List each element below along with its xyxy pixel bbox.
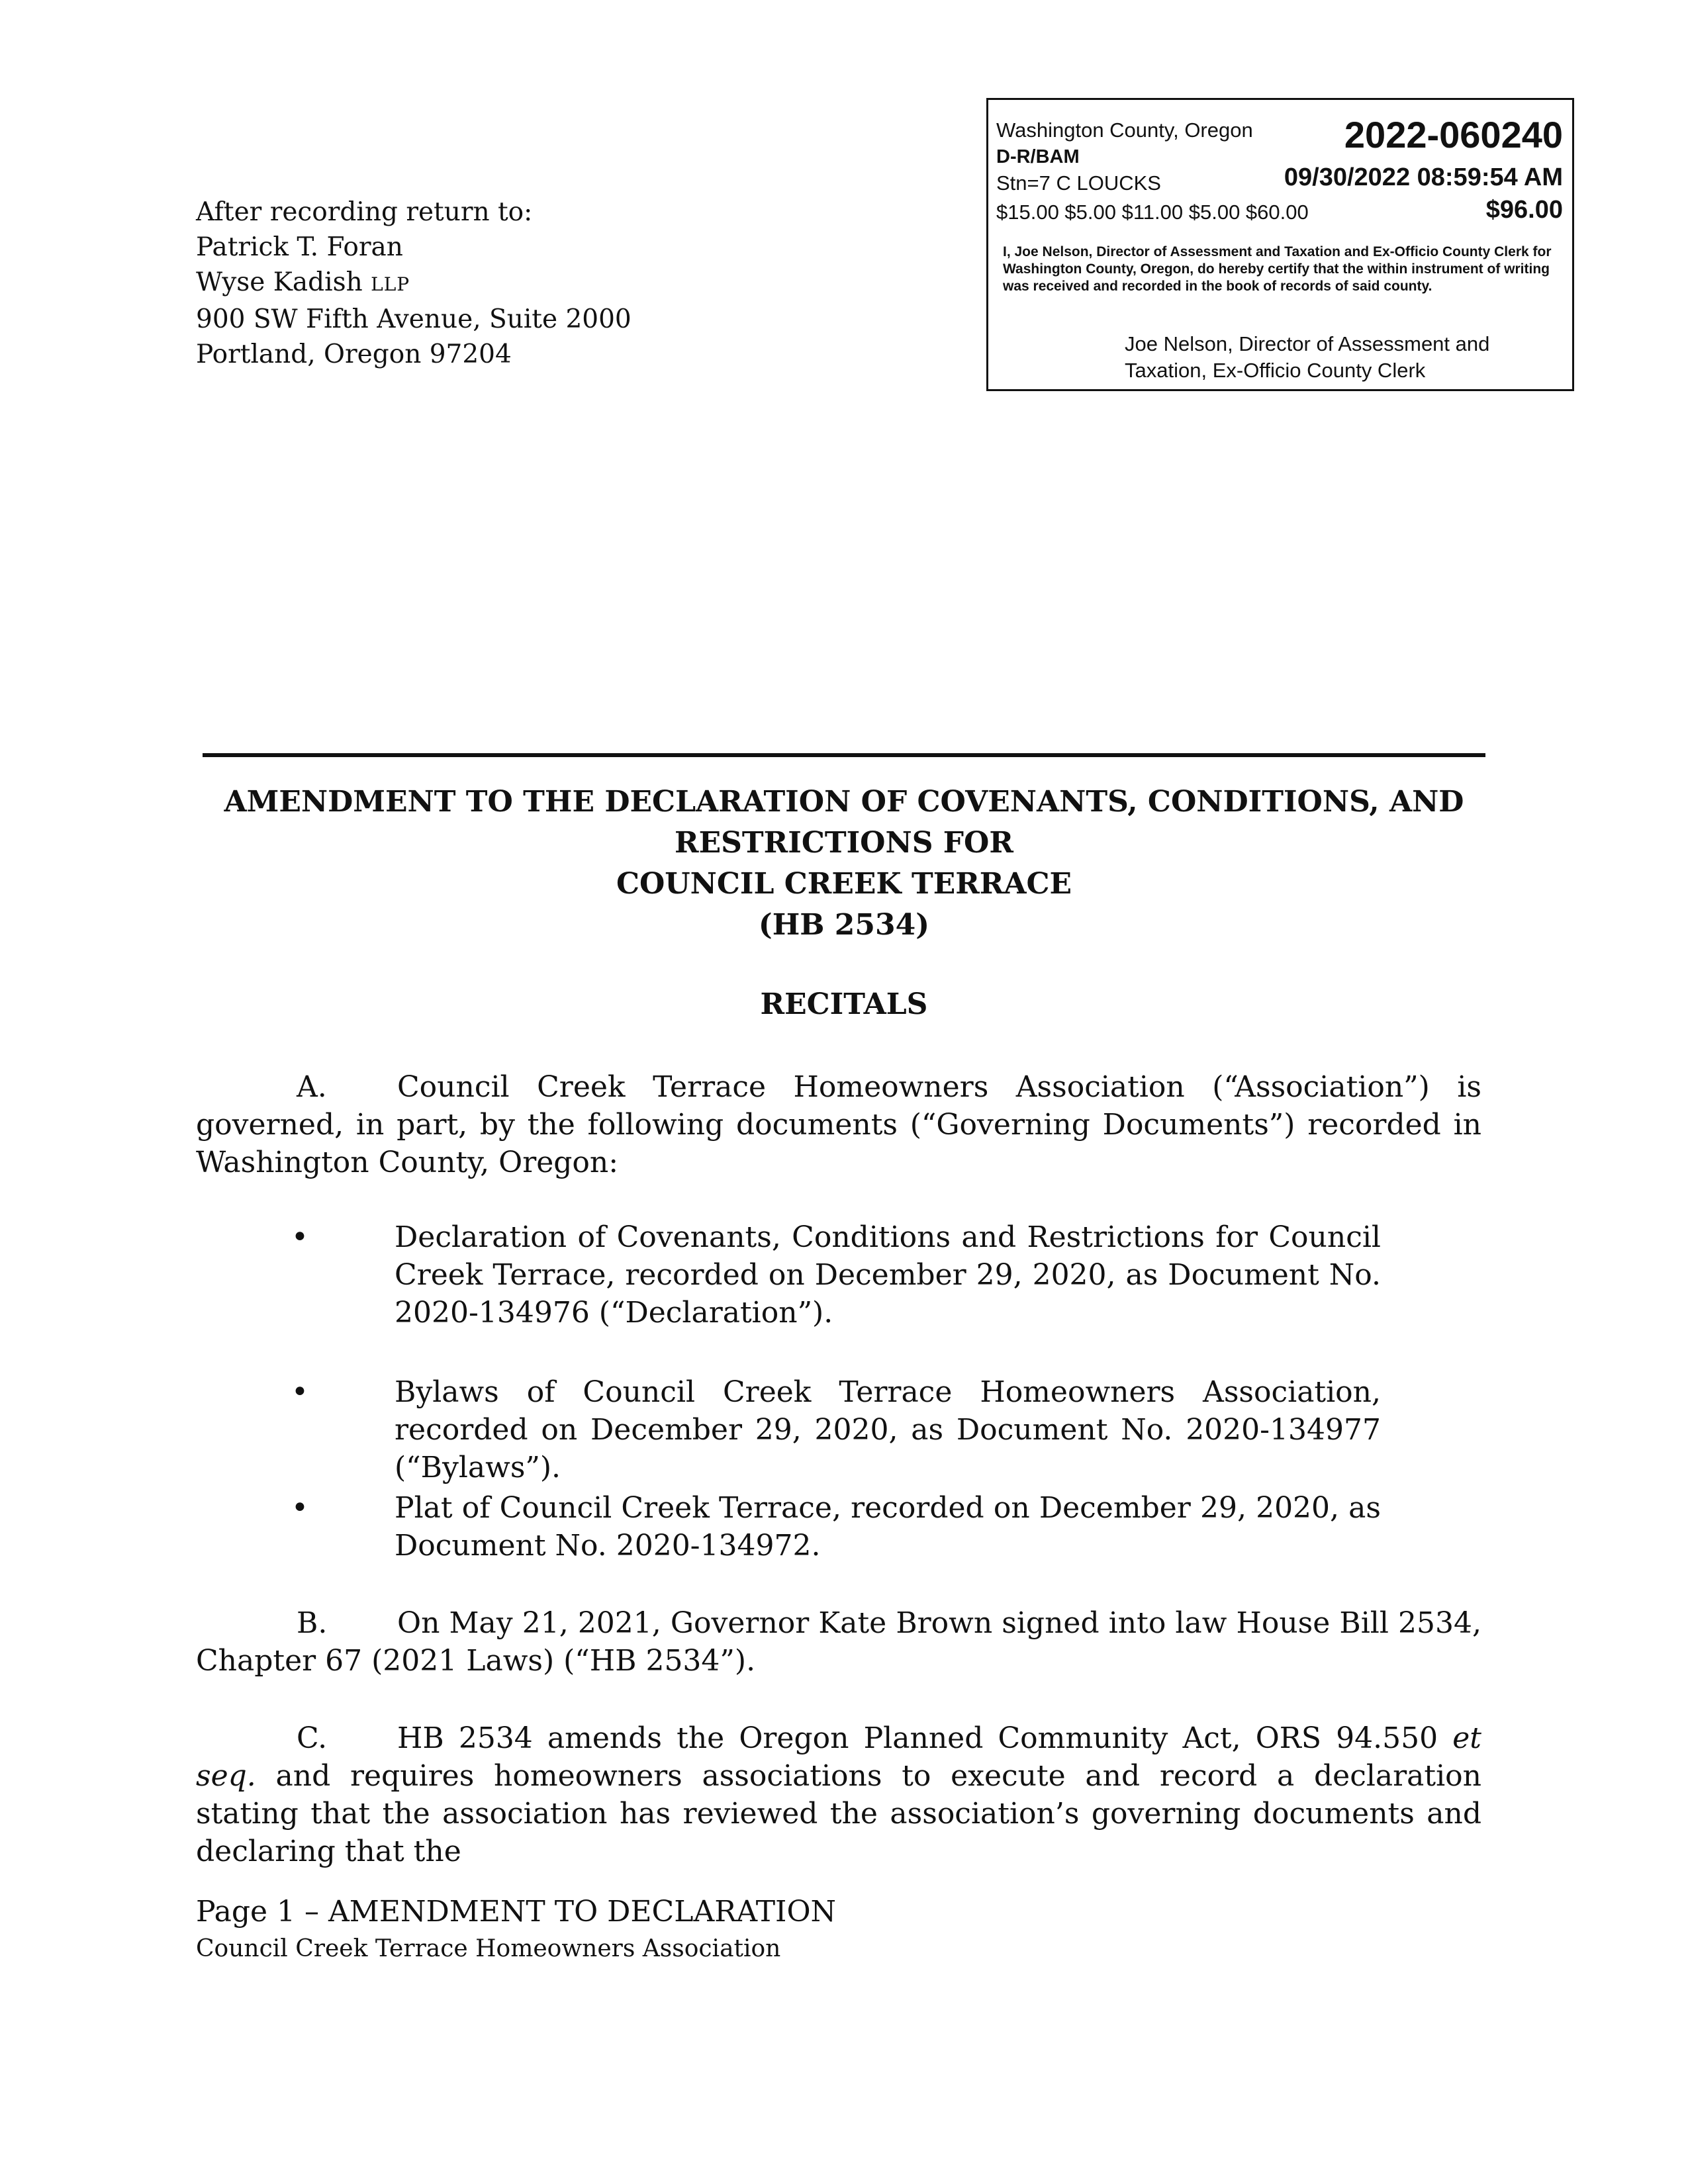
firm-suffix: LLP [371,273,410,295]
recital-c-text-after: and requires homeowners associations to execute and record a declaration stating that the association has reviewed the association’s governing documents and declaring that the [196,1759,1481,1868]
stamp-county: Washington County, Oregon [996,118,1253,142]
return-city: Portland, Oregon 97204 [196,340,512,369]
stamp-certification: I, Joe Nelson, Director of Assessment and Taxation and Ex-Officio County Clerk for Washington County, Oregon, do hereby certify that the within instrument of writing was received and recorded in the book of records of said county. [1003,244,1552,294]
title-divider [203,753,1485,757]
return-street: 900 SW Fifth Avenue, Suite 2000 [196,304,632,334]
stamp-signature-line-1: Joe Nelson, Director of Assessment and [1125,332,1490,355]
bullet-symbol: • [291,1375,308,1409]
bullet-symbol: • [291,1491,308,1525]
return-address-block [196,195,632,372]
recital-c [196,1719,1481,1870]
return-name: Patrick T. Foran [196,232,403,262]
bullet-bylaws: Bylaws of Council Creek Terrace Homeowners Association, recorded on December 29, 2020, as Document No. 2020-134977 (“Bylaws”). [395,1375,1381,1484]
recital-b [196,1604,1481,1680]
bullet-declaration: Declaration of Covenants, Conditions and Restrictions for Council Creek Terrace, recorded on December 29, 2020, as Document No. 2020-134976 (“Declaration”). [395,1220,1381,1330]
title-line-2: RESTRICTIONS FOR [675,826,1013,860]
recital-b-text: On May 21, 2021, Governor Kate Brown signed into law House Bill 2534, Chapter 67 (2021 Laws) (“HB 2534”). [196,1606,1481,1678]
return-instruction: After recording return to: [196,197,533,227]
stamp-type: D-R/BAM [996,146,1080,167]
recital-c-text-before: HB 2534 amends the Oregon Planned Community Act, ORS 94.550 [397,1721,1453,1755]
recital-a-label: A. [297,1070,327,1104]
recital-c-italic: et seq. [196,1721,1481,1793]
stamp-station: Stn=7 C LOUCKS [996,171,1161,195]
recital-b-label: B. [297,1606,328,1640]
bullet-plat: Plat of Council Creek Terrace, recorded on December 29, 2020, as Document No. 2020-134972. [395,1491,1381,1563]
stamp-fees: $15.00 $5.00 $11.00 $5.00 $60.00 [996,201,1309,224]
title-line-1: AMENDMENT TO THE DECLARATION OF COVENANTS, CONDITIONS, AND [224,785,1464,819]
recital-a [196,1068,1481,1181]
footer-association: Council Creek Terrace Homeowners Association [196,1935,781,1962]
recital-a-text: Council Creek Terrace Homeowners Association (“Association”) is governed, in part, by the following documents (“Governing Documents”) recorded in Washington County, Oregon: [196,1070,1481,1179]
stamp-datetime: 09/30/2022 08:59:54 AM [1284,163,1563,191]
return-firm [196,265,632,302]
recital-c-label: C. [297,1721,328,1755]
bullet-symbol: • [291,1220,308,1254]
recitals-heading: RECITALS [760,987,928,1021]
firm-name: Wyse Kadish [196,267,371,297]
recording-stamp [986,98,1574,391]
footer-page-label: Page 1 – AMENDMENT TO DECLARATION [196,1895,837,1929]
stamp-document-number: 2022-060240 [1344,114,1563,156]
title-line-4: (HB 2534) [758,908,930,942]
title-line-3: COUNCIL CREEK TERRACE [616,867,1072,901]
stamp-signature-line-2: Taxation, Ex-Officio County Clerk [1125,359,1426,382]
stamp-total: $96.00 [1485,196,1563,224]
